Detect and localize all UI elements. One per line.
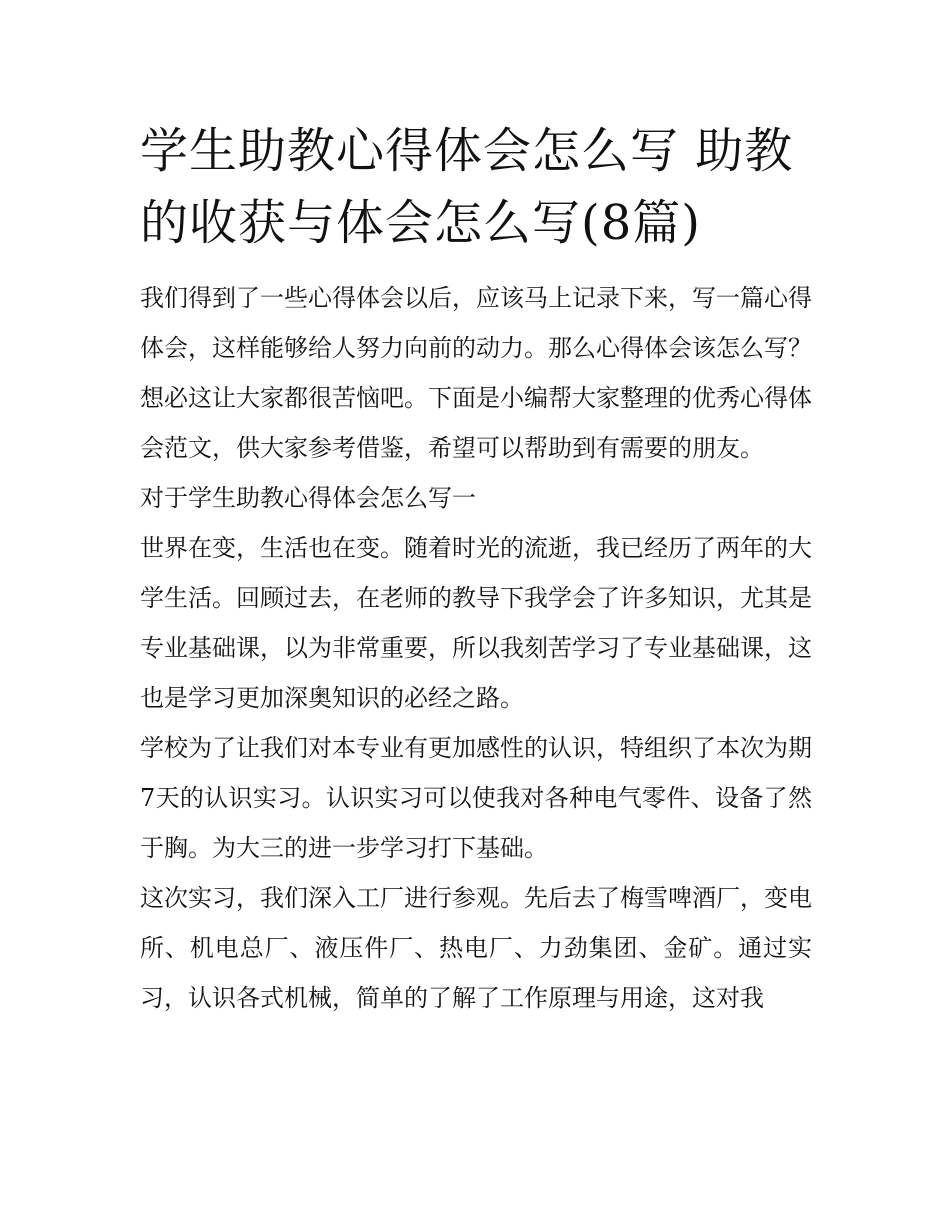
body-paragraph-1: 世界在变，生活也在变。随着时光的流逝，我已经历了两年的大学生活。回顾过去，在老师的教导下我学会了许多知识，尤其是专业基础课，以为非常重要，所以我刻苦学习了专业基础课，这也是学习更加深奥知识的必经之路。 [140, 534, 812, 712]
body-paragraph-3: 这次实习，我们深入工厂进行参观。先后去了梅雪啤酒厂，变电所、机电总厂、液压件厂、热电厂、力劲集团、金矿。通过实习，认识各式机械，简单的了解了工作原理与用途，这对我 [140, 884, 812, 1012]
intro-paragraph: 我们得到了一些心得体会以后，应该马上记录下来，写一篇心得体会，这样能够给人努力向前的动力。那么心得体会该怎么写？想必这让大家都很苦恼吧。下面是小编帮大家整理的优秀心得体会范文，供大家参考借鉴，希望可以帮助到有需要的朋友。 [140, 284, 812, 462]
document-title: 学生助教心得体会怎么写 助教的收获与体会怎么写(8篇) [140, 123, 794, 251]
document-page [140, 115, 812, 1023]
section-heading: 对于学生助教心得体会怎么写一 [140, 484, 476, 512]
body-paragraph-2: 学校为了让我们对本专业有更加感性的认识，特组织了本次为期7天的认识实习。认识实习可以使我对各种电气零件、设备了然于胸。为大三的进一步学习打下基础。 [140, 734, 812, 862]
